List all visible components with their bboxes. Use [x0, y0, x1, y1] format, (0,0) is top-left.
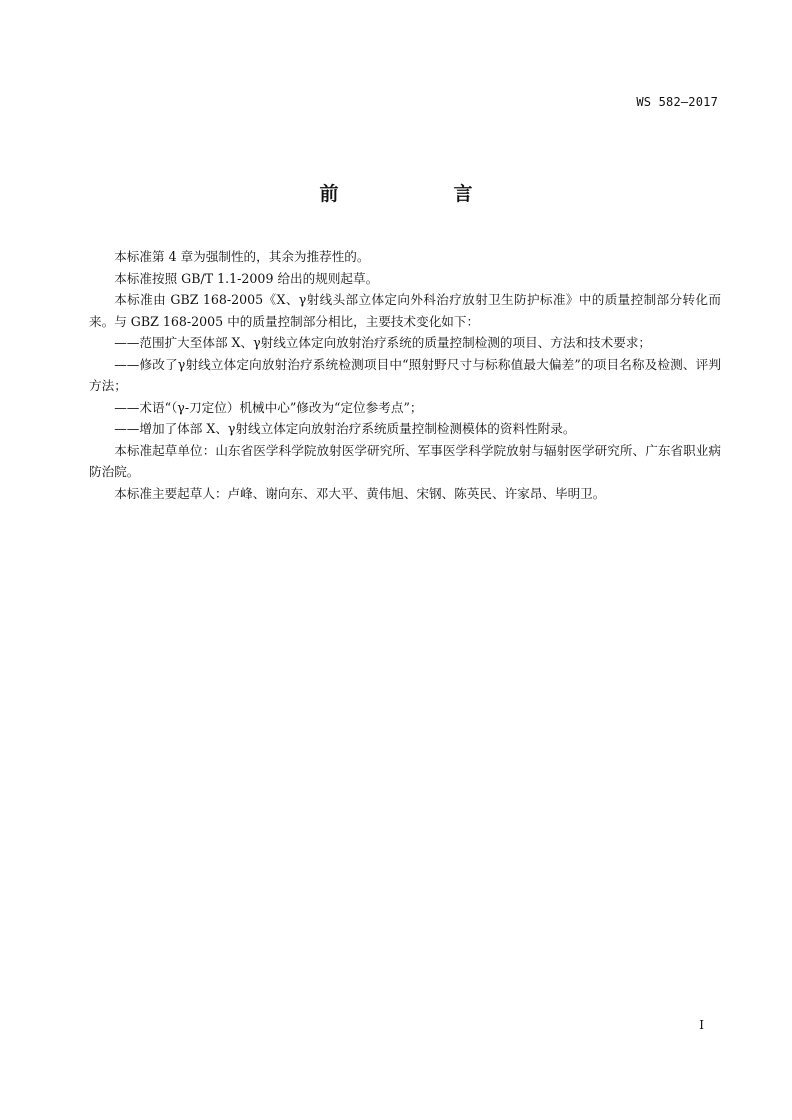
- paragraph-change-term: ——术语“（γ-刀定位）机械中心”修改为“定位参考点”；: [114, 399, 423, 415]
- paragraph-origin: 本标准由 GBZ 168-2005《X、γ射线头部立体定向外科治疗放射卫生防护标准》中的质量控制部分转化而来。与 GBZ 168-2005 中的质量控制部分相比，主要技术变化如下：: [89, 292, 721, 329]
- paragraph-drafters: 本标准主要起草人：卢峰、谢向东、邓大平、黄伟旭、宋钢、陈英民、许家昂、毕明卫。: [114, 485, 606, 501]
- standard-code: WS 582—2017: [636, 95, 718, 109]
- page-number: I: [699, 1018, 704, 1032]
- paragraph-drafting-units: 本标准起草单位：山东省医学科学院放射医学研究所、军事医学科学院放射与辐射医学研究所、广东省职业病防治院。: [89, 442, 721, 479]
- page-title: 前 言: [319, 183, 521, 205]
- paragraph-change-detection: ——修改了γ射线立体定向放射治疗系统检测项目中“照射野尺寸与标称值最大偏差”的项目名称及检测、评判方法；: [89, 356, 721, 393]
- paragraph-drafting-rules: 本标准按照 GB/T 1.1-2009 给出的规则起草。: [114, 270, 379, 286]
- paragraph-change-appendix: ——增加了体部 X、γ射线立体定向放射治疗系统质量控制检测模体的资料性附录。: [114, 421, 576, 436]
- foreword-body: [89, 246, 721, 504]
- paragraph-change-scope: ——范围扩大至体部 X、γ射线立体定向放射治疗系统的质量控制检测的项目、方法和技术要求；: [114, 335, 652, 350]
- paragraph-mandatory-clause: 本标准第 4 章为强制性的，其余为推荐性的。: [114, 249, 370, 264]
